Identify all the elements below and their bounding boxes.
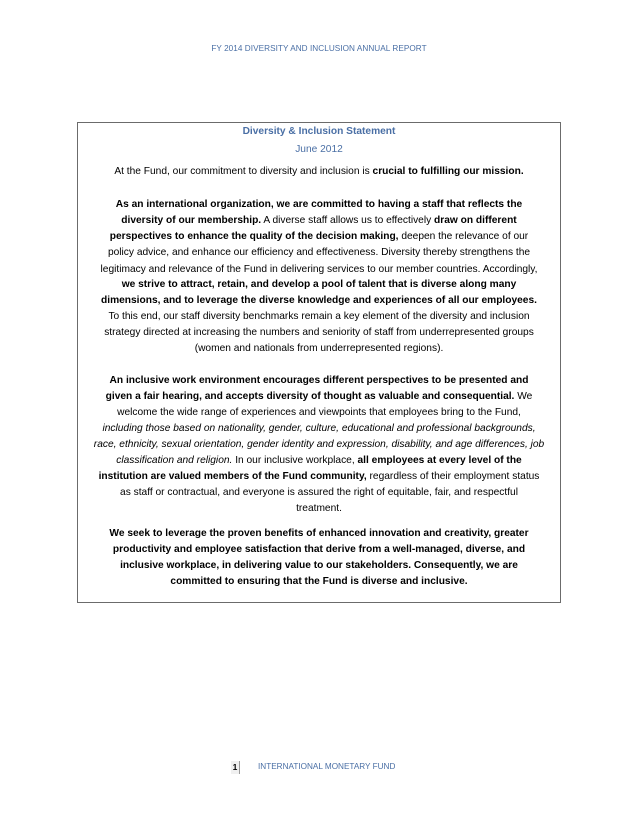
statement-text-segment: An inclusive work environment encourages different perspectives to be presented and xyxy=(109,375,529,386)
statement-text-segment: (women and nationals from underrepresented regions). xyxy=(194,343,444,354)
statement-line xyxy=(77,278,561,291)
statement-line xyxy=(77,390,561,403)
statement-line xyxy=(77,502,561,515)
statement-line xyxy=(77,470,561,483)
statement-text-segment: As an international organization, we are committed to having a staff that reflects the xyxy=(115,199,523,210)
statement-line xyxy=(77,294,561,307)
statement-line xyxy=(77,422,561,435)
statement-line xyxy=(77,527,561,540)
statement-text-segment: diversity of our membership. xyxy=(121,215,262,226)
statement-line xyxy=(77,326,561,339)
statement-text-segment: committed to ensuring that the Fund is diverse and inclusive. xyxy=(170,576,468,587)
page-number: 1 xyxy=(231,761,240,774)
statement-line xyxy=(77,406,561,419)
footer-organization: INTERNATIONAL MONETARY FUND xyxy=(258,762,396,771)
statement-text-segment: regardless of their employment status xyxy=(366,471,540,482)
statement-text-segment: legitimacy and relevance of the Fund in delivering services to our member countries. Accordingly, xyxy=(100,264,538,275)
statement-line xyxy=(77,198,561,211)
statement-text-segment: At the Fund, our commitment to diversity and inclusion is xyxy=(114,166,373,177)
statement-text-segment: dimensions, and to leverage the diverse knowledge and experiences of all our employees. xyxy=(101,295,537,306)
statement-text-segment: We xyxy=(514,391,533,402)
statement-text-segment: institution are valued members of the Fund community, xyxy=(98,471,367,482)
statement-line xyxy=(77,559,561,572)
statement-text-segment: perspectives to enhance the quality of the decision making, xyxy=(109,231,399,242)
statement-text-segment: productivity and employee satisfaction that derive from a well-managed, diverse, and xyxy=(112,544,526,555)
statement-line xyxy=(77,543,561,556)
statement-line xyxy=(77,263,561,276)
statement-text-segment: treatment. xyxy=(296,503,342,514)
statement-text-segment: A diverse staff allows us to effectively xyxy=(261,215,435,226)
statement-line xyxy=(77,310,561,323)
statement-line xyxy=(77,214,561,227)
statement-text-segment: To this end, our staff diversity benchmarks remain a key element of the diversity and inclusion xyxy=(108,311,530,322)
statement-line xyxy=(77,374,561,387)
statement-line xyxy=(77,230,561,243)
statement-text-segment: In our inclusive workplace, xyxy=(232,455,358,466)
statement-text-segment: We seek to leverage the proven benefits of enhanced innovation and creativity, greater xyxy=(109,528,529,539)
statement-text-segment: draw on different xyxy=(434,215,517,226)
statement-text-segment: race, ethnicity, sexual orientation, gender identity and expression, disability, and age differences, job xyxy=(93,439,545,450)
statement-text-segment: strategy directed at increasing the numbers and seniority of staff from underrepresented groups xyxy=(104,327,534,338)
statement-text-segment: inclusive workplace, in delivering value to our stakeholders. Consequently, we are xyxy=(120,560,518,571)
statement-line xyxy=(77,246,561,259)
statement-title: Diversity & Inclusion Statement xyxy=(242,126,396,137)
statement-line xyxy=(77,575,561,588)
statement-line xyxy=(77,438,561,451)
statement-text-segment: as staff or contractual, and everyone is assured the right of equitable, fair, and respectful xyxy=(120,487,518,498)
statement-text-segment: welcome the wide range of experiences and viewpoints that employees bring to the Fund, xyxy=(117,407,521,418)
statement-line xyxy=(77,165,561,178)
statement-text-segment: given a fair hearing, and accepts diversity of thought as valuable and consequential. xyxy=(105,391,515,402)
statement-text-segment: crucial to fulfilling our mission. xyxy=(372,166,524,177)
statement-text-segment: including those based on nationality, gender, culture, educational and professional backgrounds, xyxy=(102,423,536,434)
statement-text-segment: classification and religion. xyxy=(116,455,233,466)
statement-text-segment: deepen the relevance of our xyxy=(398,231,529,242)
statement-text-segment: we strive to attract, retain, and develop a pool of talent that is diverse along many xyxy=(121,279,517,290)
statement-text-segment: all employees at every level of the xyxy=(357,455,522,466)
report-header: FY 2014 DIVERSITY AND INCLUSION ANNUAL REPORT xyxy=(211,44,427,53)
statement-line xyxy=(77,486,561,499)
statement-line xyxy=(77,342,561,355)
statement-date: June 2012 xyxy=(295,144,343,155)
statement-line xyxy=(77,454,561,467)
statement-text-segment: policy advice, and enhance our efficiency and effectiveness. Diversity thereby strengthens the xyxy=(107,247,531,258)
